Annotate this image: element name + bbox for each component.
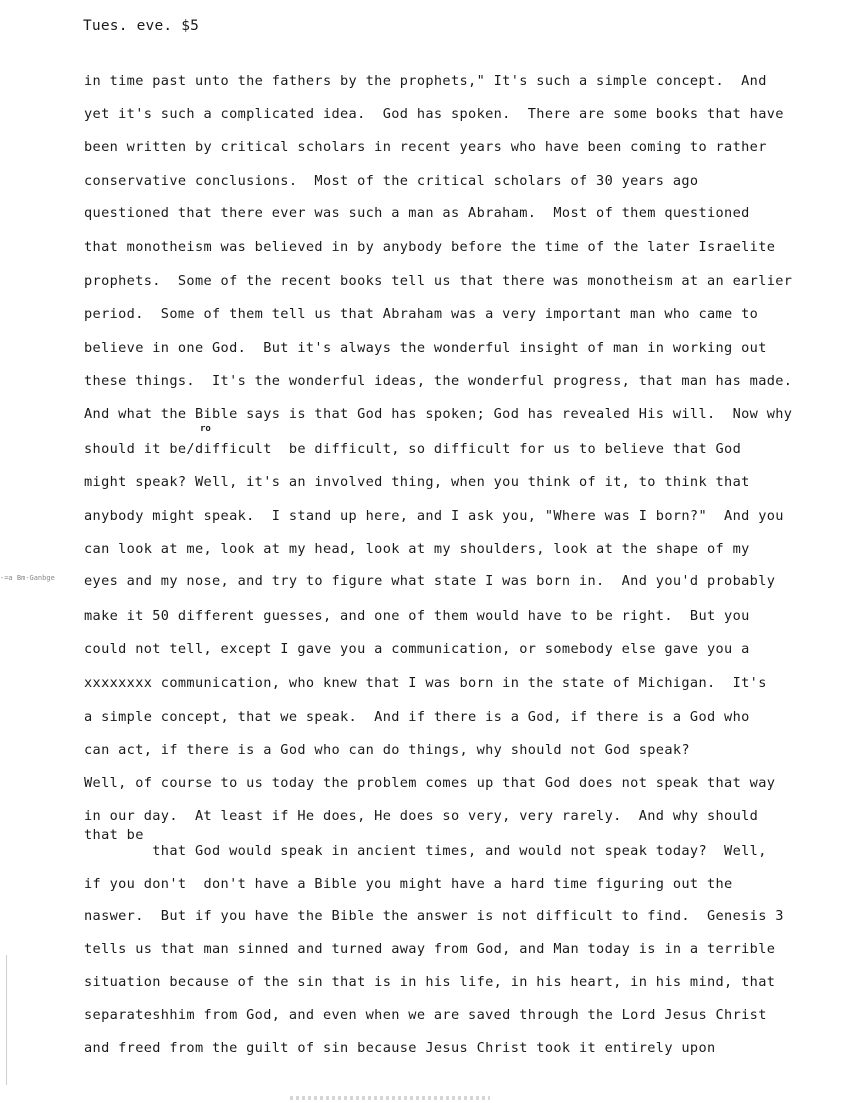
text-line: conservative conclusions. Most of the critical scholars of 30 years ago <box>84 173 699 189</box>
text-line: Well, of course to us today the problem comes up that God does not speak that way <box>84 775 776 791</box>
text-line: a simple concept, that we speak. And if there is a God, if there is a God who <box>84 709 750 725</box>
text-line: yet it's such a complicated idea. God has spoken. There are some books that have <box>84 106 784 122</box>
text-line: make it 50 different guesses, and one of them would have to be right. But you <box>84 608 750 624</box>
text-line: should it be/difficult be difficult, so difficult for us to believe that God <box>84 441 742 457</box>
text-line: that monotheism was believed in by anybody before the time of the later Israelite <box>84 239 776 255</box>
page-header: Tues. eve. $5 <box>83 18 200 34</box>
margin-smudge: -=a Bm-Ganbge <box>0 574 55 582</box>
text-line: xxxxxxxx communication, who knew that I was born in the state of Michigan. It's <box>84 675 767 691</box>
text-line: prophets. Some of the recent books tell us that there was monotheism at an earlier <box>84 273 793 289</box>
text-line: naswer. But if you have the Bible the answer is not difficult to find. Genesis 3 <box>84 908 784 924</box>
text-line: period. Some of them tell us that Abraham was a very important man who came to <box>84 306 759 322</box>
text-line: can act, if there is a God who can do things, why should not God speak? <box>84 742 690 758</box>
text-line: anybody might speak. I stand up here, and I ask you, "Where was I born?" And you <box>84 508 784 524</box>
text-line: these things. It's the wonderful ideas, the wonderful progress, that man has made. <box>84 373 793 389</box>
text-line: that God would speak in ancient times, and would not speak today? Well, <box>84 843 767 859</box>
text-line: might speak? Well, it's an involved thing, when you think of it, to think that <box>84 474 750 490</box>
text-line: and freed from the guilt of sin because Jesus Christ took it entirely upon <box>84 1040 716 1056</box>
text-line: situation because of the sin that is in his life, in his heart, in his mind, that <box>84 974 776 990</box>
text-line: And what the Bible says is that God has spoken; God has revealed His will. Now why <box>84 406 793 422</box>
overstrike-mark: ro <box>200 424 211 434</box>
text-line: separateshhim from God, and even when we are saved through the Lord Jesus Christ <box>84 1007 767 1023</box>
text-line: that be <box>84 827 144 843</box>
text-line: eyes and my nose, and try to figure what state I was born in. And you'd probably <box>84 573 776 589</box>
text-line: been written by critical scholars in recent years who have been coming to rather <box>84 139 767 155</box>
text-line: if you don't don't have a Bible you might have a hard time figuring out the <box>84 876 733 892</box>
text-line: could not tell, except I gave you a communication, or somebody else gave you a <box>84 641 750 657</box>
text-line: can look at me, look at my head, look at my shoulders, look at the shape of my <box>84 541 750 557</box>
text-line: tells us that man sinned and turned away from God, and Man today is in a terrible <box>84 941 776 957</box>
bottom-smudge <box>290 1096 490 1100</box>
text-line: questioned that there ever was such a man as Abraham. Most of them questioned <box>84 205 750 221</box>
text-line: in our day. At least if He does, He does so very, very rarely. And why should <box>84 808 759 824</box>
text-line: in time past unto the fathers by the prophets," It's such a simple concept. And <box>84 73 767 89</box>
text-line: believe in one God. But it's always the wonderful insight of man in working out <box>84 340 767 356</box>
margin-rule <box>6 955 7 1085</box>
